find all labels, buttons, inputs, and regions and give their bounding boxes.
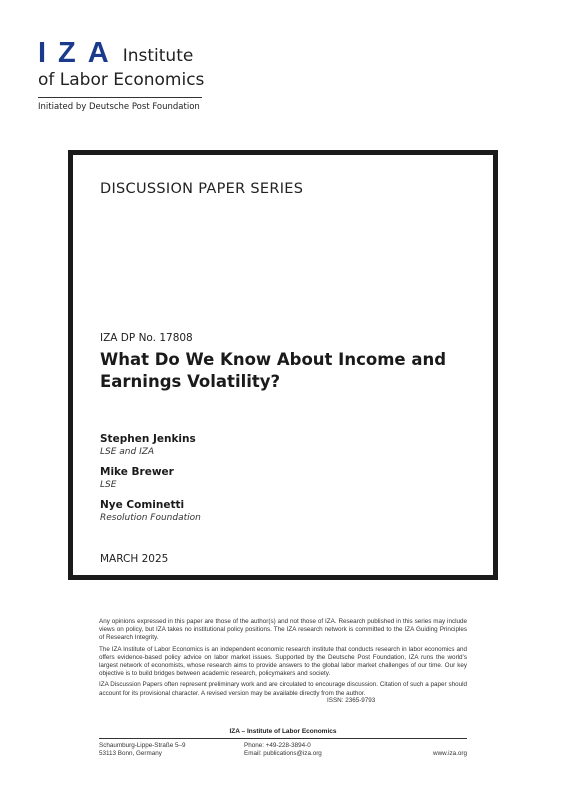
disclaimer-paragraph: The IZA Institute of Labor Economics is an independent economic research institute that conducts research in labor economics and offers evidence-based policy advice on labor market issues. Supported by the Deutsche Post Foundation, IZA runs the world’s largest network of economists, whose research aims to provide answers to the global labor market challenges of our time. Our key objective is to build bridges between academic research, policymakers and society.	[99, 645, 467, 678]
author-affiliation: LSE and IZA	[100, 447, 155, 457]
footer-title: IZA – Institute of Labor Economics	[229, 728, 337, 735]
author-name: Mike Brewer	[100, 466, 174, 478]
author-name: Nye Cominetti	[100, 499, 185, 511]
issn-text: ISSN: 2365-9793	[327, 697, 376, 704]
cover-frame	[68, 150, 498, 580]
logo-divider	[38, 97, 202, 98]
author-affiliation: LSE	[100, 480, 117, 490]
logo-institute-text: Institute	[122, 46, 194, 66]
publication-date: MARCH 2025	[100, 553, 169, 565]
author-affiliation: Resolution Foundation	[100, 513, 201, 523]
logo-initiated-text: Initiated by Deutsche Post Foundation	[38, 102, 200, 112]
dp-number: IZA DP No. 17808	[100, 332, 193, 344]
author-entry	[100, 433, 201, 458]
author-list	[100, 433, 201, 532]
address-line: 53113 Bonn, Germany	[99, 750, 162, 758]
disclaimer-block	[99, 618, 467, 701]
website-link[interactable]: www.iza.org	[433, 750, 467, 757]
address-line: Schaumburg-Lippe-Straße 5–9	[99, 742, 186, 749]
logo-iza-letters: IZA	[38, 37, 121, 69]
paper-title: What Do We Know About Income and Earnings Volatility?	[100, 350, 447, 391]
iza-logo	[38, 38, 208, 112]
footer-contact	[244, 742, 322, 758]
email-link[interactable]: Email: publications@iza.org	[244, 750, 322, 758]
footer-divider	[99, 738, 467, 739]
phone-text: Phone: +49-228-3894-0	[244, 742, 311, 749]
series-title: DISCUSSION PAPER SERIES	[100, 181, 304, 197]
author-entry	[100, 466, 201, 491]
footer-address	[99, 742, 185, 758]
logo-of-labor-text: of Labor Economics	[38, 70, 205, 90]
author-name: Stephen Jenkins	[100, 433, 196, 445]
disclaimer-paragraph: IZA Discussion Papers often represent preliminary work and are circulated to encourage discussion. Citation of such a paper should account for its provisional character. A revised version may be available directly from the author.	[99, 681, 467, 697]
disclaimer-paragraph: Any opinions expressed in this paper are those of the author(s) and not those of IZA. Research published in this series may include views on policy, but IZA takes no institutional policy positions. The IZA research network is committed to the IZA Guiding Principles of Research Integrity.	[99, 618, 467, 642]
author-entry	[100, 499, 201, 524]
